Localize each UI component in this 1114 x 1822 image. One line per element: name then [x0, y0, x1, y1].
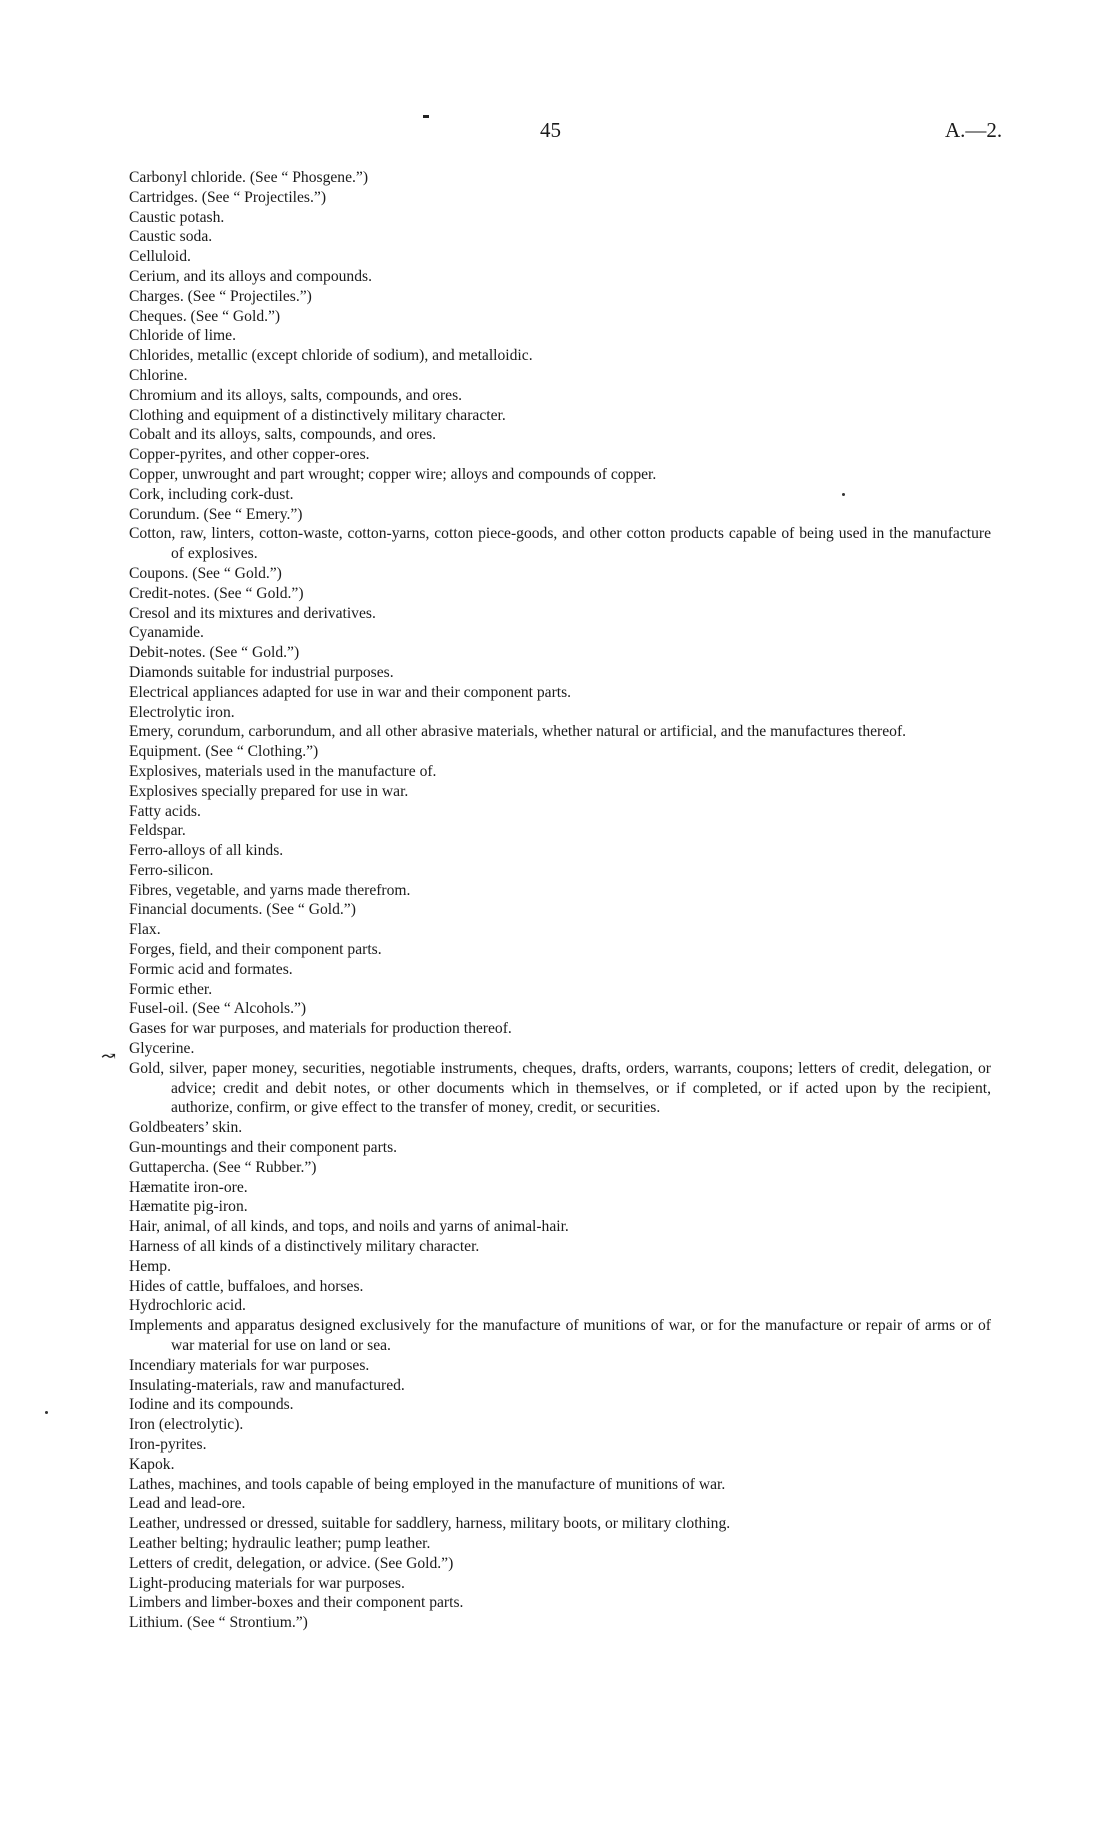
- list-item: Equipment. (See “ Clothing.”): [129, 743, 319, 761]
- list-item: Coupons. (See “ Gold.”): [129, 564, 282, 582]
- list-item: Leather belting; hydraulic leather; pump leather.: [129, 1534, 431, 1552]
- list-item: Fusel-oil. (See “ Alcohols.”): [129, 1000, 307, 1018]
- list-item: Iodine and its compounds.: [129, 1396, 294, 1414]
- list-item: Ferro-silicon.: [129, 861, 214, 879]
- list-item: Iron (electrolytic).: [129, 1416, 244, 1434]
- list-item: Cyanamide.: [129, 624, 204, 642]
- list-item: Chloride of lime.: [129, 327, 236, 345]
- list-item: Clothing and equipment of a distinctively military character.: [129, 406, 506, 424]
- list-item: Explosives, materials used in the manufacture of.: [129, 762, 437, 780]
- list-item: Carbonyl chloride. (See “ Phosgene.”): [129, 169, 369, 186]
- list-item: Lithium. (See “ Strontium.”): [129, 1614, 308, 1632]
- list-item: Emery, corundum, carborundum, and all other abrasive materials, whether natural or artificial, and the manufactures thereof.: [129, 723, 907, 741]
- list-item: Formic ether.: [129, 980, 213, 998]
- list-item: Caustic potash.: [129, 208, 225, 226]
- list-item: Financial documents. (See “ Gold.”): [129, 901, 356, 919]
- list-item: Fibres, vegetable, and yarns made therefrom.: [129, 881, 411, 899]
- header-dash-mark: [423, 115, 429, 118]
- list-item: Incendiary materials for war purposes.: [129, 1356, 370, 1374]
- list-item: Cobalt and its alloys, salts, compounds, and ores.: [129, 426, 437, 444]
- list-item: Copper-pyrites, and other copper-ores.: [129, 446, 370, 464]
- list-item: Electrical appliances adapted for use in war and their component parts.: [129, 683, 572, 701]
- contraband-list: [129, 168, 991, 1633]
- list-item: Cartridges. (See “ Projectiles.”): [129, 188, 327, 206]
- list-item: Explosives specially prepared for use in war.: [129, 782, 409, 800]
- list-item: Insulating-materials, raw and manufactured.: [129, 1376, 405, 1394]
- list-item: Lead and lead-ore.: [129, 1495, 246, 1513]
- list-item: Cresol and its mixtures and derivatives.: [129, 604, 376, 622]
- list-item: Caustic soda.: [129, 228, 213, 246]
- page-number: 45: [540, 118, 561, 142]
- list-item: Glycerine.: [129, 1040, 195, 1058]
- list-item: Copper, unwrought and part wrought; copper wire; alloys and compounds of copper.: [129, 465, 657, 483]
- list-item: Cork, including cork-dust.: [129, 485, 294, 503]
- list-item: Chlorine.: [129, 366, 188, 384]
- list-item: Gun-mountings and their component parts.: [129, 1139, 398, 1157]
- list-item: Limbers and limber-boxes and their component parts.: [129, 1594, 464, 1612]
- list-item: Goldbeaters’ skin.: [129, 1119, 243, 1137]
- list-item: Iron-pyrites.: [129, 1436, 207, 1453]
- list-item: Gases for war purposes, and materials for production thereof.: [129, 1020, 512, 1038]
- list-item: Ferro-alloys of all kinds.: [129, 842, 284, 860]
- list-item: Cheques. (See “ Gold.”): [129, 307, 281, 325]
- list-item: Fatty acids.: [129, 802, 201, 820]
- list-item: Gold, silver, paper money, securities, negotiable instruments, cheques, drafts, orders, warrants, coupons; letters of credit, delegation, or advice; credit and debit notes, or other documents which in themselves, or if completed, or if acted upon by the recipient, authorize, confirm, or give effect to the transfer of money, credit, or securities.: [129, 1059, 991, 1117]
- list-item: Cotton, raw, linters, cotton-waste, cotton-yarns, cotton piece-goods, and other cotton products capable of being used in the manufacture of explosives.: [129, 525, 991, 563]
- list-item: Hair, animal, of all kinds, and tops, and noils and yarns of animal-hair.: [129, 1218, 569, 1236]
- list-item: Harness of all kinds of a distinctively military character.: [129, 1238, 480, 1256]
- list-item: Celluloid.: [129, 248, 191, 266]
- series-code: A.—2.: [945, 118, 1003, 142]
- list-item: Hæmatite pig-iron.: [129, 1198, 248, 1216]
- list-item: Kapok.: [129, 1455, 175, 1473]
- list-item: Credit-notes. (See “ Gold.”): [129, 584, 304, 602]
- margin-annotation-mark: ↝: [101, 1046, 117, 1066]
- list-item: Chlorides, metallic (except chloride of sodium), and metalloidic.: [129, 347, 533, 365]
- list-item: Forges, field, and their component parts.: [129, 941, 382, 959]
- list-item: Formic acid and formates.: [129, 960, 293, 978]
- list-item: Hemp.: [129, 1257, 172, 1275]
- list-item: Charges. (See “ Projectiles.”): [129, 287, 312, 305]
- list-item: Debit-notes. (See “ Gold.”): [129, 644, 300, 662]
- list-item: Hydrochloric acid.: [129, 1297, 246, 1315]
- list-item: Implements and apparatus designed exclusively for the manufacture of munitions of war, or for the manufacture or repair of arms or of war material for use on land or sea.: [129, 1317, 991, 1355]
- list-item: Chromium and its alloys, salts, compounds, and ores.: [129, 386, 463, 404]
- list-item: Leather, undressed or dressed, suitable for saddlery, harness, military boots, or military clothing.: [129, 1515, 731, 1533]
- page-speck: [45, 1411, 48, 1414]
- list-item: Cerium, and its alloys and compounds.: [129, 267, 372, 285]
- list-item: Lathes, machines, and tools capable of being employed in the manufacture of munitions of war.: [129, 1475, 726, 1493]
- list-item: Light-producing materials for war purposes.: [129, 1574, 405, 1592]
- list-item: Hæmatite iron-ore.: [129, 1178, 248, 1196]
- list-item: Letters of credit, delegation, or advice. (See Gold.”): [129, 1554, 454, 1572]
- list-item: Corundum. (See “ Emery.”): [129, 505, 303, 523]
- list-item: Electrolytic iron.: [129, 703, 235, 721]
- list-item: Guttapercha. (See “ Rubber.”): [129, 1158, 317, 1176]
- list-item: Flax.: [129, 921, 161, 939]
- list-item: Hides of cattle, buffaloes, and horses.: [129, 1277, 364, 1295]
- list-item: Diamonds suitable for industrial purposes.: [129, 663, 394, 681]
- list-item: Feldspar.: [129, 822, 186, 840]
